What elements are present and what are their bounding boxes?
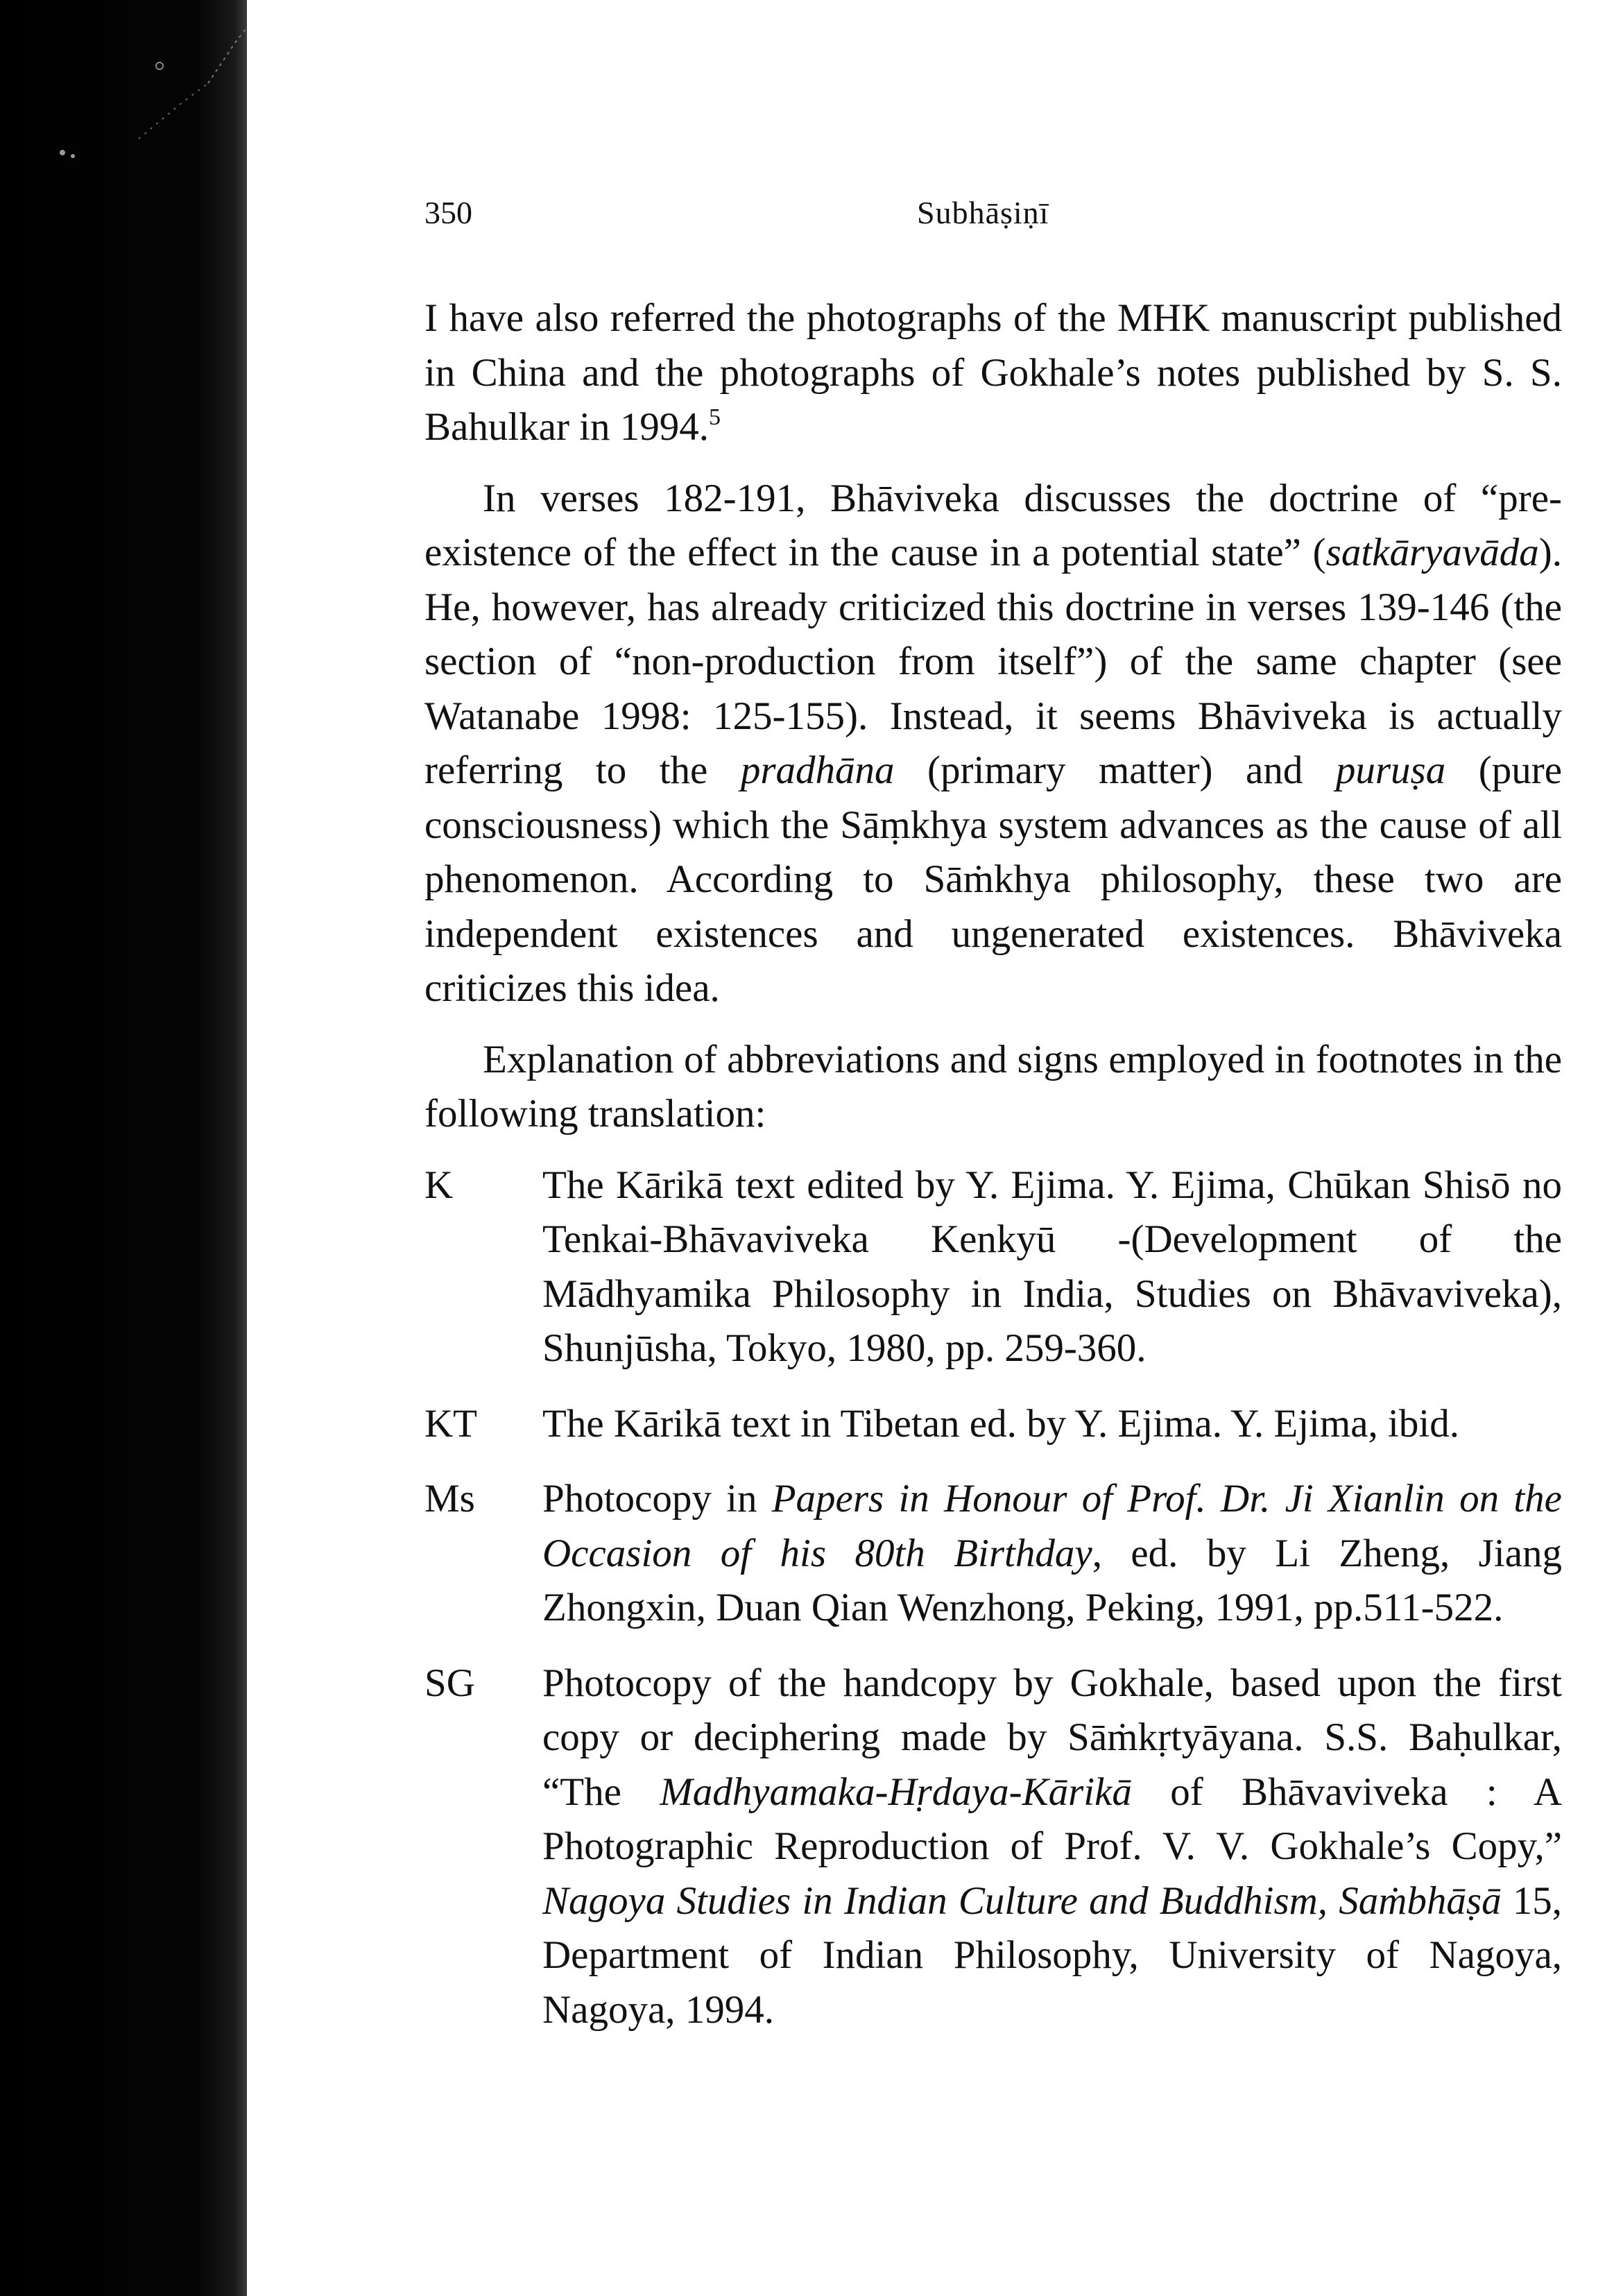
abbreviation-item-sg: [424, 1656, 1562, 2038]
scan-speck-marks: [0, 0, 247, 208]
abbreviation-key: K: [424, 1163, 454, 1207]
abbreviation-item-k: [424, 1158, 1562, 1376]
term-purusa: puruṣa: [1335, 748, 1446, 792]
term-pradhana: pradhāna: [740, 748, 895, 792]
sg-part1: Photocopy of the handcopy by Gokhale, based upon the first copy or deciphering made by Sāṁkṛtyāyana. S.S. Baḥulkar, “The: [542, 1661, 1562, 1814]
abbreviation-definition: [542, 1472, 1562, 1636]
intro-paragraph: [424, 291, 1562, 455]
sg-title1: Madhyamaka-Hṛdaya-Kārikā: [660, 1770, 1132, 1814]
verses-paragraph: [424, 472, 1562, 1016]
footnote-marker: 5: [709, 404, 721, 430]
ms-suffix: , ed. by Li Zheng, Jiang Zhongxin, Duan Qian Wenzhong, Peking, 1991, pp.511-522.: [542, 1531, 1562, 1629]
verses-paragraph-part1: In verses 182-191, Bhāviveka discusses the doctrine of “pre-existence of the effect in the cause in a potential state” (: [424, 476, 1562, 574]
abbreviation-key: Ms: [424, 1477, 475, 1520]
abbreviations-intro: Explanation of abbreviations and signs employed in footnotes in the following translation:: [424, 1037, 1562, 1136]
verses-paragraph-part4: (pure consciousness) which the Sāṃkhya system advances as the cause of all phenomenon. According to Sāṁkhya philosophy, these two are independent existences and ungenerated existences. Bhāviveka criticizes this idea.: [424, 748, 1563, 1010]
abbreviation-key: KT: [424, 1401, 477, 1446]
document-page: [424, 173, 1562, 2058]
abbreviation-definition: [542, 1656, 1562, 2038]
abbreviations-list: [424, 1158, 1562, 2038]
abbreviation-definition: The Kārikā text in Tibetan ed. by Y. Ejima. Y. Ejima, ibid.: [542, 1401, 1459, 1446]
ms-title: Papers in Honour of Prof. Dr. Ji Xianlin on the Occasion of his 80th Birthday: [542, 1477, 1562, 1575]
sg-title2: Nagoya Studies in Indian Culture and Buddhism, Saṁbhāṣā: [542, 1878, 1502, 1923]
abbreviation-item-kt: [424, 1397, 1562, 1452]
sg-part3: 15, Department of Indian Philosophy, University of Nagoya, Nagoya, 1994.: [542, 1878, 1563, 2032]
abbreviation-key: SG: [424, 1661, 475, 1705]
intro-paragraph-text: I have also referred the photographs of the MHK manuscript published in China and the photographs of Gokhale’s notes published by S. S. Bahulkar in 1994.: [424, 296, 1562, 449]
binding-shadow: [0, 0, 247, 2296]
page-number: 350: [424, 195, 472, 230]
ms-prefix: Photocopy in: [542, 1477, 772, 1520]
abbreviation-item-ms: [424, 1472, 1562, 1636]
verses-paragraph-part2: ). He, however, has already criticized this doctrine in verses 139-146 (the section of “non-production from itself”) of the same chapter (see Watanabe 1998: 125-155). Instead, it seems Bhāviveka is actually referring to the: [424, 531, 1562, 792]
term-satkaryavada: satkāryavāda: [1325, 531, 1539, 574]
body-text: [424, 291, 1562, 2037]
sg-part2: of Bhāvaviveka : A Photographic Reproduction of Prof. V. V. Gokhale’s Copy,”: [542, 1770, 1562, 1868]
journal-title: Subhāṣiṇī: [917, 195, 1049, 230]
verses-paragraph-part3: (primary matter) and: [894, 748, 1336, 792]
abbreviation-definition: The Kārikā text edited by Y. Ejima. Y. Ejima, Chūkan Shisō no Tenkai-Bhāvaviveka Kenkyū -(Development of the Mādhyamika Philosophy in India, Studies on Bhāvaviveka), Shunjūsha, Tokyo, 1980, pp. 259-360.: [542, 1163, 1562, 1370]
running-head: [424, 173, 1562, 229]
